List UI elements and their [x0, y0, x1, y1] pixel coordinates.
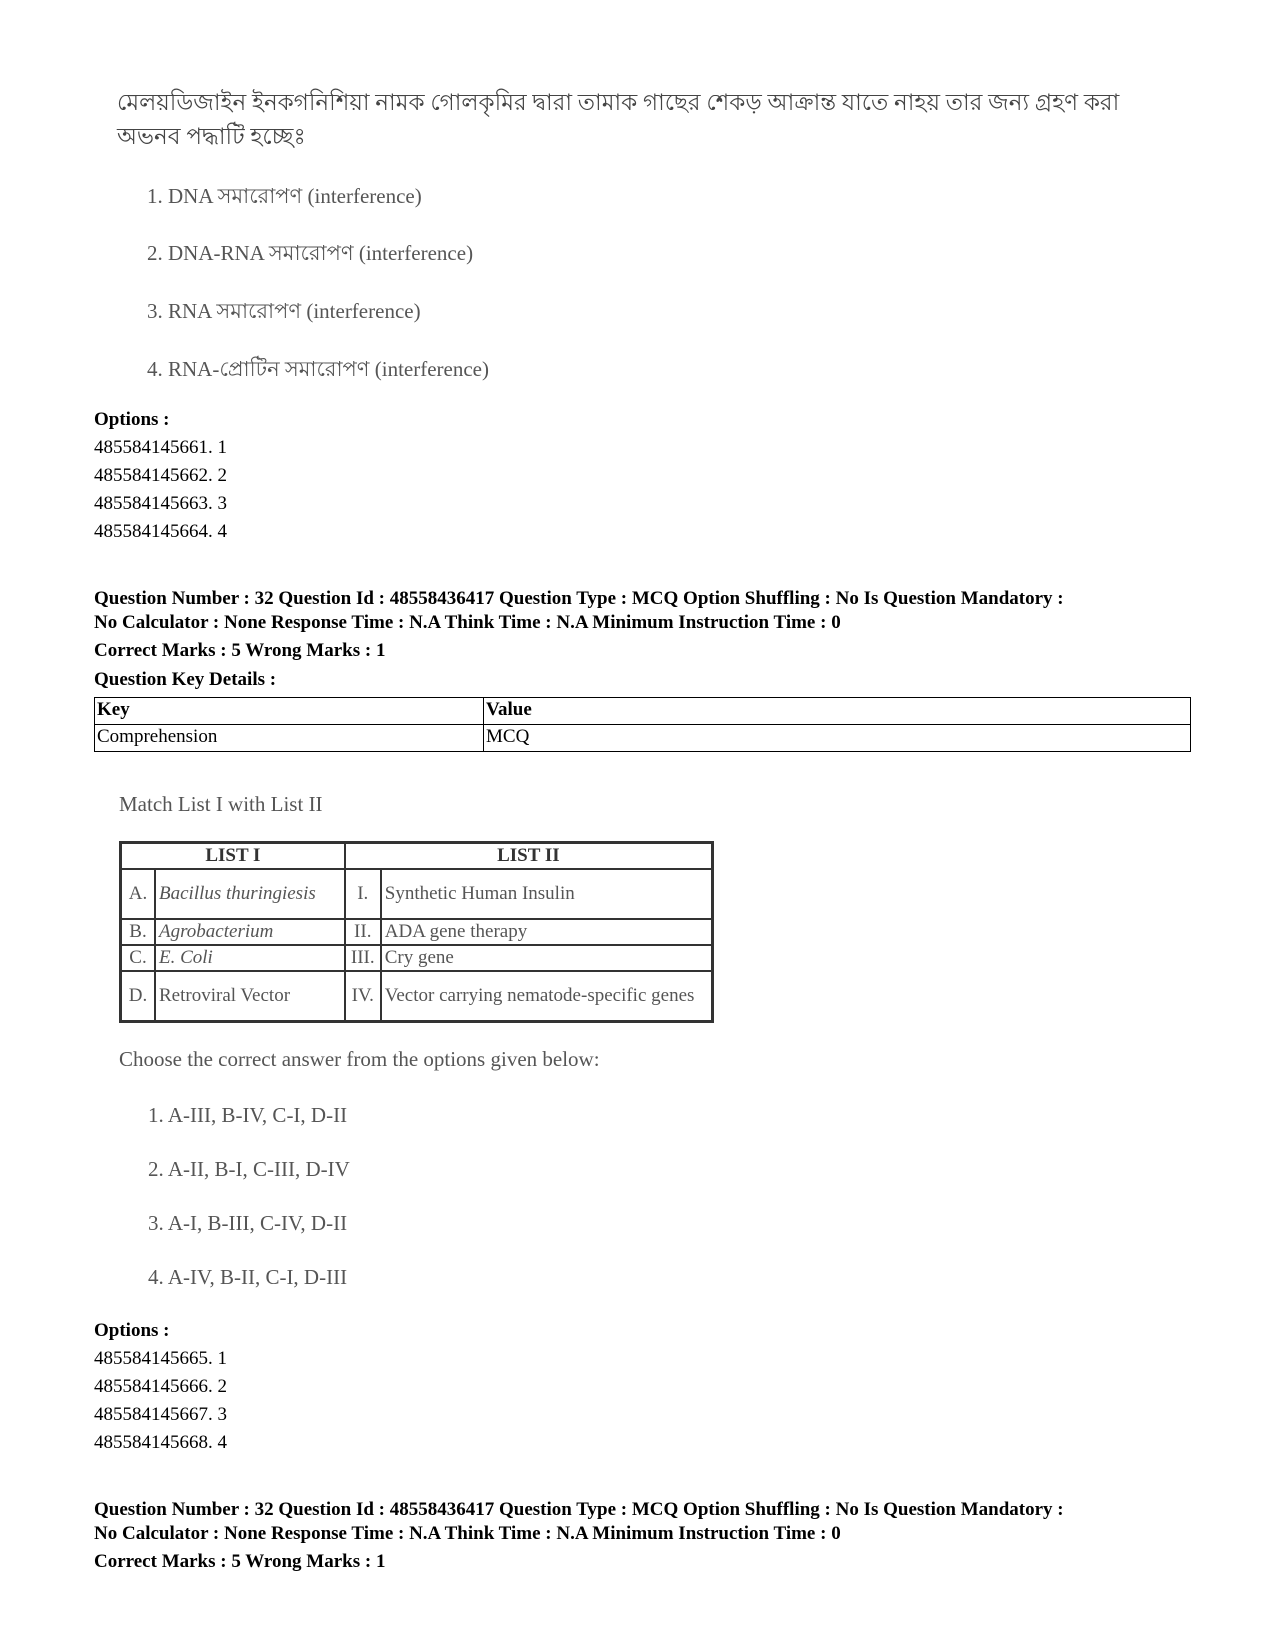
option-item: 485584145667. 3 [94, 1404, 227, 1425]
question-meta [94, 1498, 1204, 1546]
marks-line: Correct Marks : 5 Wrong Marks : 1 [94, 1551, 386, 1572]
list-two-numeral: III. [345, 945, 381, 971]
options-block [94, 1317, 227, 1457]
lists-row [121, 869, 713, 919]
table-cell: MCQ [484, 725, 1191, 752]
list-two-item: Synthetic Human Insulin [381, 869, 713, 919]
lists-row [121, 919, 713, 945]
list-one-letter: B. [121, 919, 156, 945]
question-choice: 3. A-I, B-III, C-IV, D-II [148, 1211, 348, 1235]
key-details-label: Question Key Details : [94, 669, 277, 690]
table-header-cell: Key [95, 698, 484, 725]
list-one-item: Retroviral Vector [155, 971, 345, 1021]
option-item: 485584145668. 4 [94, 1432, 227, 1453]
question-choice: 2. DNA-RNA সমারোপণ (interference) [147, 241, 474, 265]
question-choice: 1. A-III, B-IV, C-I, D-II [148, 1103, 348, 1127]
list-two-item: Vector carrying nematode-specific genes [381, 971, 713, 1021]
option-item: 485584145664. 4 [94, 521, 227, 542]
options-block [94, 406, 227, 546]
question-choice: 2. A-II, B-I, C-III, D-IV [148, 1157, 350, 1181]
match-lists-table [119, 841, 714, 1023]
list-one-header: LIST I [121, 843, 345, 870]
list-two-numeral: II. [345, 919, 381, 945]
list-two-item: Cry gene [381, 945, 713, 971]
option-item: 485584145663. 3 [94, 493, 227, 514]
option-item: 485584145661. 1 [94, 437, 227, 458]
question-choice: 3. RNA সমারোপণ (interference) [147, 299, 421, 323]
table-row [95, 725, 1191, 752]
question-choice: 4. RNA-প্রোটিন সমারোপণ (interference) [147, 357, 489, 381]
question-choice: 1. DNA সমারোপণ (interference) [147, 184, 422, 208]
question-text: মেলয়ডিজাইন ইনকগনিশিয়া নামক গোলকৃমির দ্বারা তামাক গাছের শেকড় আক্রান্ত যাতে নাহয় তার জন্য গ্রহণ করা অভনব পদ্ধাটি হচ্ছেঃ [117, 90, 1120, 149]
question-choice: 4. A-IV, B-II, C-I, D-III [148, 1265, 348, 1289]
list-one-item: Bacillus thuringiesis [155, 869, 345, 919]
table-header-cell: Value [484, 698, 1191, 725]
option-item: 485584145665. 1 [94, 1348, 227, 1369]
key-details-table [94, 697, 1191, 752]
meta-line: No Calculator : None Response Time : N.A Think Time : N.A Minimum Instruction Time : 0 [94, 1523, 841, 1544]
marks-line: Correct Marks : 5 Wrong Marks : 1 [94, 640, 386, 661]
lists-row [121, 945, 713, 971]
lists-header-row [121, 843, 713, 870]
options-label: Options : [94, 1320, 170, 1341]
list-one-item: Agrobacterium [155, 919, 345, 945]
list-two-numeral: I. [345, 869, 381, 919]
option-item: 485584145666. 2 [94, 1376, 227, 1397]
meta-line: Question Number : 32 Question Id : 48558436417 Question Type : MCQ Option Shuffling : No Is Question Mandatory : [94, 588, 1064, 609]
list-one-letter: A. [121, 869, 156, 919]
table-header-row [95, 698, 1191, 725]
match-intro: Match List I with List II [119, 792, 323, 816]
table-cell: Comprehension [95, 725, 484, 752]
question-meta [94, 587, 1204, 635]
list-one-item: E. Coli [155, 945, 345, 971]
list-two-item: ADA gene therapy [381, 919, 713, 945]
lists-row [121, 971, 713, 1021]
choose-instruction: Choose the correct answer from the options given below: [119, 1047, 600, 1071]
meta-line: No Calculator : None Response Time : N.A Think Time : N.A Minimum Instruction Time : 0 [94, 612, 841, 633]
list-two-numeral: IV. [345, 971, 381, 1021]
list-two-header: LIST II [345, 843, 713, 870]
meta-line: Question Number : 32 Question Id : 48558436417 Question Type : MCQ Option Shuffling : No Is Question Mandatory : [94, 1499, 1064, 1520]
options-label: Options : [94, 409, 170, 430]
list-one-letter: D. [121, 971, 156, 1021]
option-item: 485584145662. 2 [94, 465, 227, 486]
list-one-letter: C. [121, 945, 156, 971]
